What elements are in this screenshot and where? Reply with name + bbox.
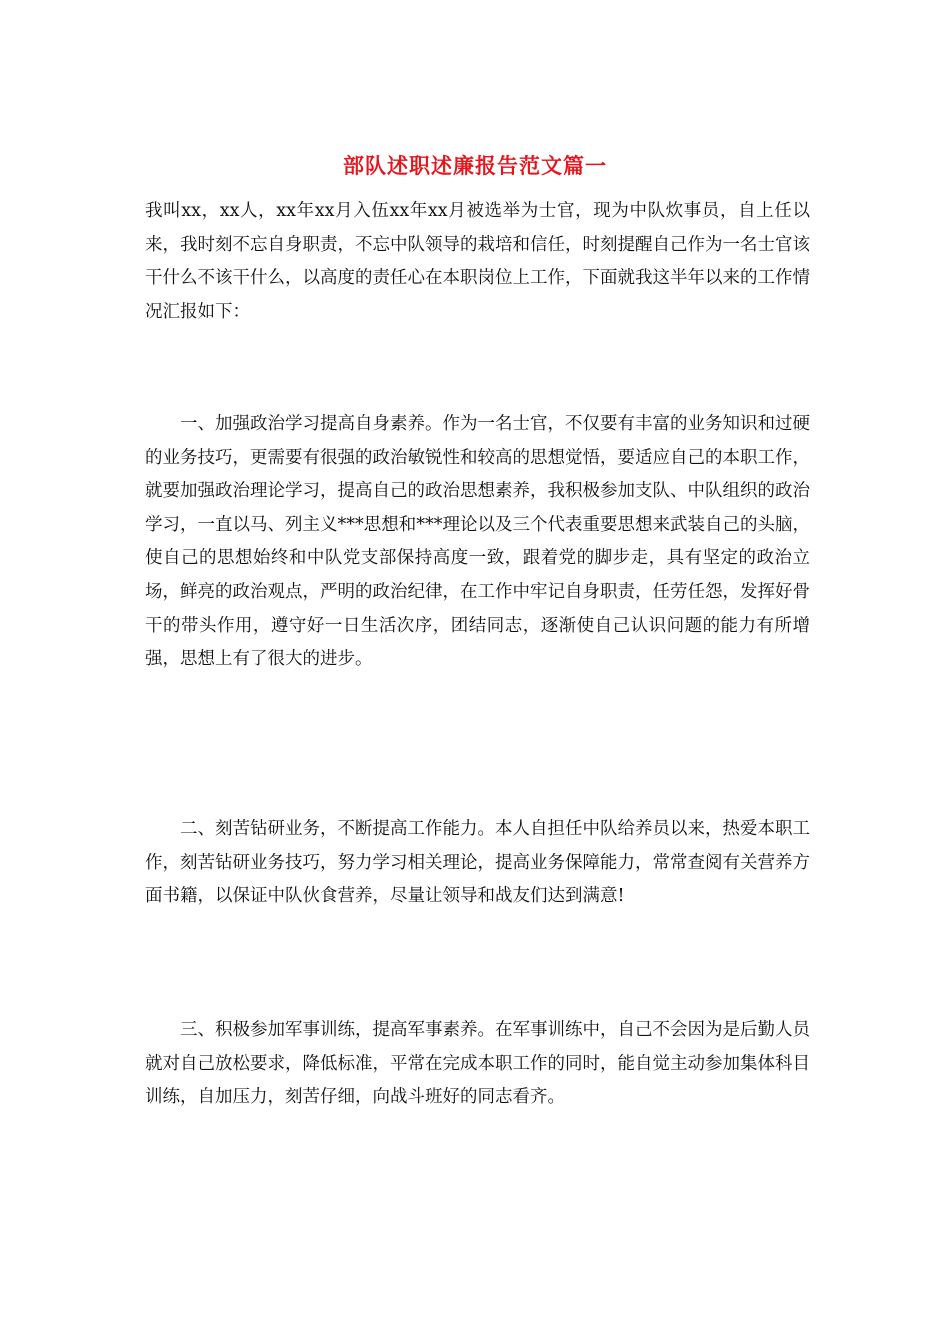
paragraph-professional-skills: 二、刻苦钻研业务，不断提高工作能力。本人自担任中队给养员以来，热爱本职工作，刻苦钻研业务技巧，努力学习相关理论，提高业务保障能力，常常查阅有关营养方面书籍，以保证中队伙食营养，尽量让领导和战友们达到满意! [145,819,810,907]
paragraph-intro: 我叫xx，xx人，xx年xx月入伍xx年xx月被选举为士官，现为中队炊事员，自上任以来，我时刻不忘自身职责，不忘中队领导的栽培和信任，时刻提醒自己作为一名士官该干什么不该干什么，以高度的责任心在本职岗位上工作，下面就我这半年以来的工作情况汇报如下： [145,201,810,322]
document-title: 部队述职述廉报告范文篇一 [343,153,607,178]
paragraph-political-study: 一、加强政治学习提高自身素养。作为一名士官，不仅要有丰富的业务知识和过硬的业务技巧，更需要有很强的政治敏锐性和较高的思想觉悟，要适应自己的本职工作，就要加强政治理论学习，提高自己的政治思想素养，我积极参加支队、中队组织的政治学习，一直以马、列主义***思想和***理论以及三个代表重要思想来武装自己的头脑，使自己的思想始终和中队党支部保持高度一致，跟着党的脚步走，具有坚定的政治立场，鲜亮的政治观点，严明的政治纪律，在工作中牢记自身职责，任劳任怨，发挥好骨干的带头作用，遵守好一日生活次序，团结同志，逐渐使自己认识问题的能力有所增强，思想上有了很大的进步。 [145,414,810,670]
paragraph-military-training: 三、积极参加军事训练，提高军事素养。在军事训练中，自己不会因为是后勤人员就对自己放松要求，降低标准，平常在完成本职工作的同时，能自觉主动参加集体科目训练，自加压力，刻苦仔细，向战斗班好的同志看齐。 [145,1020,810,1108]
